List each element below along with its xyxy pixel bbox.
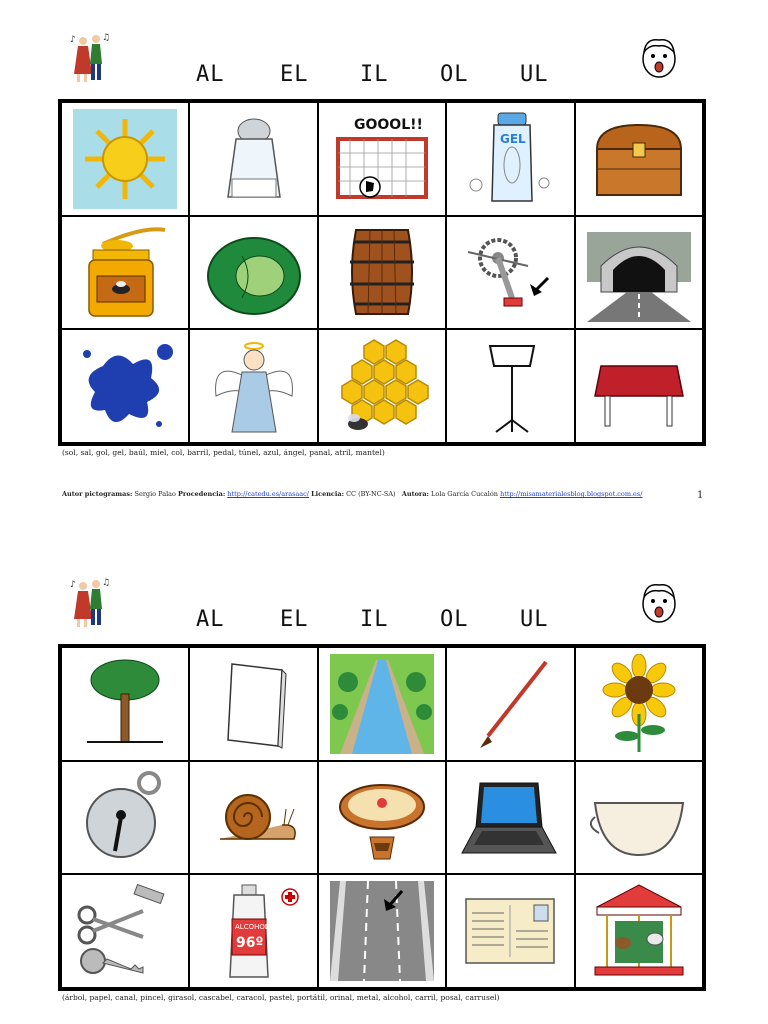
postcard-icon [458,881,562,981]
picture-cell [318,329,446,443]
bicycle-pedal-icon [458,222,562,322]
canal-icon [330,654,434,754]
syllable-al: AL [196,607,225,632]
picture-cell [446,329,574,443]
dancers-icon [68,30,112,86]
speaking-child-face-icon [636,579,682,627]
footer-label: Procedencia: [178,490,226,498]
picture-cell [575,761,703,875]
paper-stack-icon [202,654,306,754]
syllable-el: EL [280,607,309,632]
picture-cell [575,329,703,443]
picture-cell [318,647,446,761]
picture-cell [575,216,703,330]
honey-jar-icon [73,222,177,322]
snail-icon [202,767,306,867]
picture-cell [61,761,189,875]
tree-icon [73,654,177,754]
picture-cell [189,761,317,875]
paintbrush-icon [458,654,562,754]
chamber-pot-icon [587,767,691,867]
syllable-ol: OL [440,62,469,87]
dancers-icon [68,575,112,631]
footer-text: CC (BY-NC-SA) [346,490,396,498]
picture-cell [61,329,189,443]
picture-cell [318,761,446,875]
picture-cell [189,216,317,330]
author-link[interactable]: http://misamaterialesblog.blogspot.com.es/ [500,490,643,498]
soccer-goal-icon [330,109,434,209]
picture-cell [61,647,189,761]
blue-ink-splash-icon [73,336,177,436]
picture-cell [318,102,446,216]
speaking-child-face-icon [636,34,682,82]
picture-cell [61,874,189,988]
picture-cell [189,874,317,988]
source-link[interactable]: http://catedu.es/arasaac/ [227,490,309,498]
carousel-icon [587,881,691,981]
footer-text: Sergio Palao [134,490,176,498]
alcohol-label-text: ALCOHOL [234,923,269,932]
picture-cell [61,216,189,330]
syllable-il: IL [360,62,389,87]
alcohol-strength-text: 96º [235,935,263,952]
picture-cell [318,216,446,330]
music-stand-icon [458,336,562,436]
syllable-al: AL [196,62,225,87]
picture-cell [446,102,574,216]
page-number: 1 [697,490,704,501]
picture-cell [61,102,189,216]
picture-cell [446,647,574,761]
trunk-chest-icon [587,109,691,209]
cabbage-icon [202,222,306,322]
picture-cell [446,761,574,875]
picture-cell [189,102,317,216]
picture-cell [189,329,317,443]
picture-cell [575,647,703,761]
alcohol-bottle-icon [202,881,306,981]
footer-label: Licencia: [311,490,344,498]
footer-text: Lola García Cucalón [431,490,498,498]
syllable-ol: OL [440,607,469,632]
picture-cell [575,102,703,216]
svg-text:♫: ♫ [102,578,111,588]
road-lane-icon [330,881,434,981]
syllable-header [196,607,580,632]
cake-icon [330,767,434,867]
syllable-il: IL [360,607,389,632]
laptop-icon [458,767,562,867]
goal-text: GOOOL!! [353,116,423,133]
picture-cell [446,874,574,988]
barrel-icon [330,222,434,322]
picture-cell [575,874,703,988]
gel-text: GEL [500,131,527,146]
picture-cell [446,216,574,330]
footer-label: Autora: [401,490,429,498]
tunnel-icon [587,222,691,322]
picture-cell [318,874,446,988]
svg-text:♪: ♪ [70,580,76,590]
svg-text:♪: ♪ [70,35,76,45]
credits-footer [62,490,642,498]
syllable-header [196,62,580,87]
sleigh-bell-icon [73,767,177,867]
word-list: (árbol, papel, canal, pincel, girasol, cascabel, caracol, pastel, portátil, orinal, metal, alcohol, carril, posal, carrusel) [62,993,500,1002]
syllable-el: EL [280,62,309,87]
syllable-ul: UL [520,607,549,632]
syllable-ul: UL [520,62,549,87]
sunflower-icon [587,654,691,754]
picture-grid [58,644,706,991]
picture-grid [58,99,706,446]
footer-label: Autor pictogramas: [62,490,133,498]
tablecloth-table-icon [587,336,691,436]
svg-text:♫: ♫ [102,33,111,43]
sun-icon [73,109,177,209]
picture-cell [189,647,317,761]
salt-shaker-icon [202,109,306,209]
tools-metal-icon [73,881,177,981]
word-list: (sol, sal, gol, gel, baúl, miel, col, barril, pedal, túnel, azul, ángel, panal, atril, mantel) [62,448,385,457]
honeycomb-icon [330,336,434,436]
angel-icon [202,336,306,436]
gel-bottle-icon [458,109,562,209]
